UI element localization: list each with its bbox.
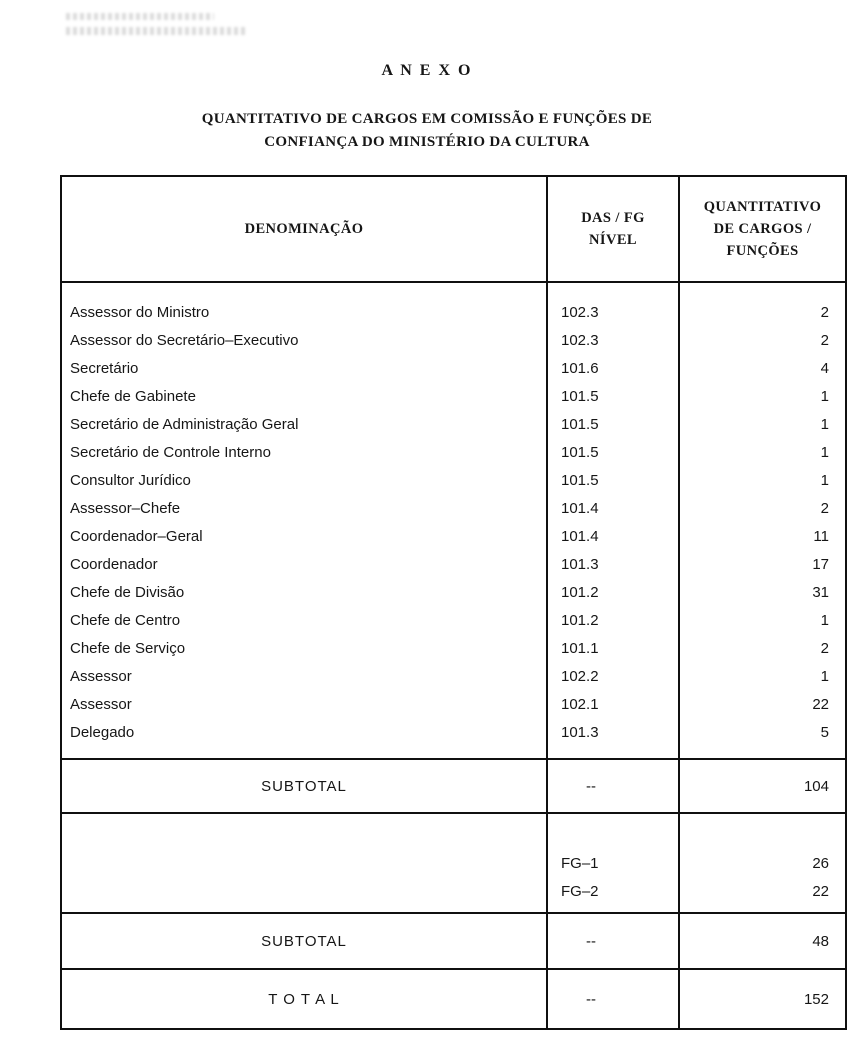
row-denominacao: Assessor–Chefe [70, 500, 181, 517]
fg-row-quantidade: 22 [812, 883, 829, 900]
row-nivel: 101.3 [561, 724, 599, 741]
total-row [62, 968, 845, 1028]
row-nivel: 102.1 [561, 696, 599, 713]
fg-column-nivel [546, 814, 678, 912]
scan-artifact [66, 27, 248, 35]
row-quantidade: 5 [820, 724, 829, 741]
header-nivel-line-2: NÍVEL [589, 232, 637, 248]
row-nivel: 101.3 [561, 556, 599, 573]
row-denominacao: Secretário de Controle Interno [70, 444, 271, 461]
header-nivel-line-1: DAS / FG [581, 210, 645, 226]
row-quantidade: 2 [820, 500, 829, 517]
row-nivel: 101.5 [561, 388, 599, 405]
column-quantidade [678, 283, 845, 758]
row-quantidade: 4 [820, 360, 829, 377]
row-denominacao: Consultor Jurídico [70, 472, 191, 489]
row-quantidade: 22 [812, 696, 829, 713]
row-denominacao: Secretário de Administração Geral [70, 416, 299, 433]
subtotal-1-quantidade: 104 [678, 760, 845, 812]
column-denominacao [62, 283, 546, 758]
fg-row-nivel: FG–2 [561, 883, 599, 900]
row-nivel: 101.1 [561, 640, 599, 657]
row-nivel: 101.5 [561, 416, 599, 433]
subtotal-2-quantidade: 48 [678, 914, 845, 968]
row-nivel: 101.2 [561, 584, 599, 601]
row-nivel: 101.4 [561, 528, 599, 545]
header-denominacao: DENOMINAÇÃO [244, 221, 364, 237]
cargos-table [60, 175, 847, 1030]
fg-empty-cell [62, 814, 546, 912]
row-quantidade: 1 [820, 612, 829, 629]
header-quantitativo-line-3: FUNÇÕES [726, 243, 799, 259]
fg-row-nivel: FG–1 [561, 855, 599, 872]
row-denominacao: Chefe de Gabinete [70, 388, 196, 405]
subtotal-row-2 [62, 912, 845, 968]
row-nivel: 101.6 [561, 360, 599, 377]
row-denominacao: Chefe de Serviço [70, 640, 186, 657]
row-denominacao: Chefe de Divisão [70, 584, 185, 601]
column-nivel [546, 283, 678, 758]
row-quantidade: 1 [820, 416, 829, 433]
row-denominacao: Assessor [70, 696, 132, 713]
total-label: T O T A L [268, 990, 340, 1008]
subtotal-2-label: SUBTOTAL [261, 932, 347, 950]
row-denominacao: Secretário [70, 360, 139, 377]
row-denominacao: Coordenador–Geral [70, 528, 203, 545]
subtotal-1-label: SUBTOTAL [261, 777, 347, 795]
fg-section [62, 812, 845, 912]
subtitle-line-1: QUANTITATIVO DE CARGOS EM COMISSÃO E FUNÇÕES DE [201, 111, 653, 127]
row-denominacao: Assessor do Secretário–Executivo [70, 332, 299, 349]
row-quantidade: 2 [820, 332, 829, 349]
table-body [62, 281, 845, 758]
row-denominacao: Assessor do Ministro [70, 304, 210, 321]
row-denominacao: Assessor [70, 668, 132, 685]
row-quantidade: 11 [813, 528, 829, 545]
row-nivel: 101.2 [561, 612, 599, 629]
row-denominacao: Delegado [70, 724, 135, 741]
page-title: A N E X O [381, 62, 473, 79]
row-quantidade: 31 [812, 584, 829, 601]
row-nivel: 101.4 [561, 500, 599, 517]
header-nivel [546, 177, 678, 281]
subtotal-row-1 [62, 758, 845, 812]
subtotal-2-nivel: -- [546, 914, 678, 968]
table-header-row [62, 177, 845, 281]
row-nivel: 102.3 [561, 332, 599, 349]
fg-row-quantidade: 26 [812, 855, 829, 872]
row-denominacao: Chefe de Centro [70, 612, 181, 629]
page-subtitle [0, 108, 854, 154]
row-quantidade: 2 [820, 640, 829, 657]
row-quantidade: 2 [820, 304, 829, 321]
row-nivel: 101.5 [561, 472, 599, 489]
row-quantidade: 17 [812, 556, 829, 573]
row-nivel: 102.3 [561, 304, 599, 321]
row-quantidade: 1 [820, 668, 829, 685]
row-denominacao: Coordenador [70, 556, 158, 573]
row-quantidade: 1 [820, 388, 829, 405]
row-quantidade: 1 [820, 444, 829, 461]
total-quantidade: 152 [678, 970, 845, 1028]
header-quantitativo [678, 177, 845, 281]
header-quantitativo-line-2: DE CARGOS / [713, 221, 812, 237]
subtotal-1-nivel: -- [546, 760, 678, 812]
total-nivel: -- [546, 970, 678, 1028]
row-quantidade: 1 [820, 472, 829, 489]
subtitle-line-2: CONFIANÇA DO MINISTÉRIO DA CULTURA [264, 134, 590, 150]
row-nivel: 102.2 [561, 668, 599, 685]
header-quantitativo-line-1: QUANTITATIVO [703, 199, 822, 215]
row-nivel: 101.5 [561, 444, 599, 461]
fg-column-quantidade [678, 814, 845, 912]
scan-artifact [66, 13, 214, 20]
